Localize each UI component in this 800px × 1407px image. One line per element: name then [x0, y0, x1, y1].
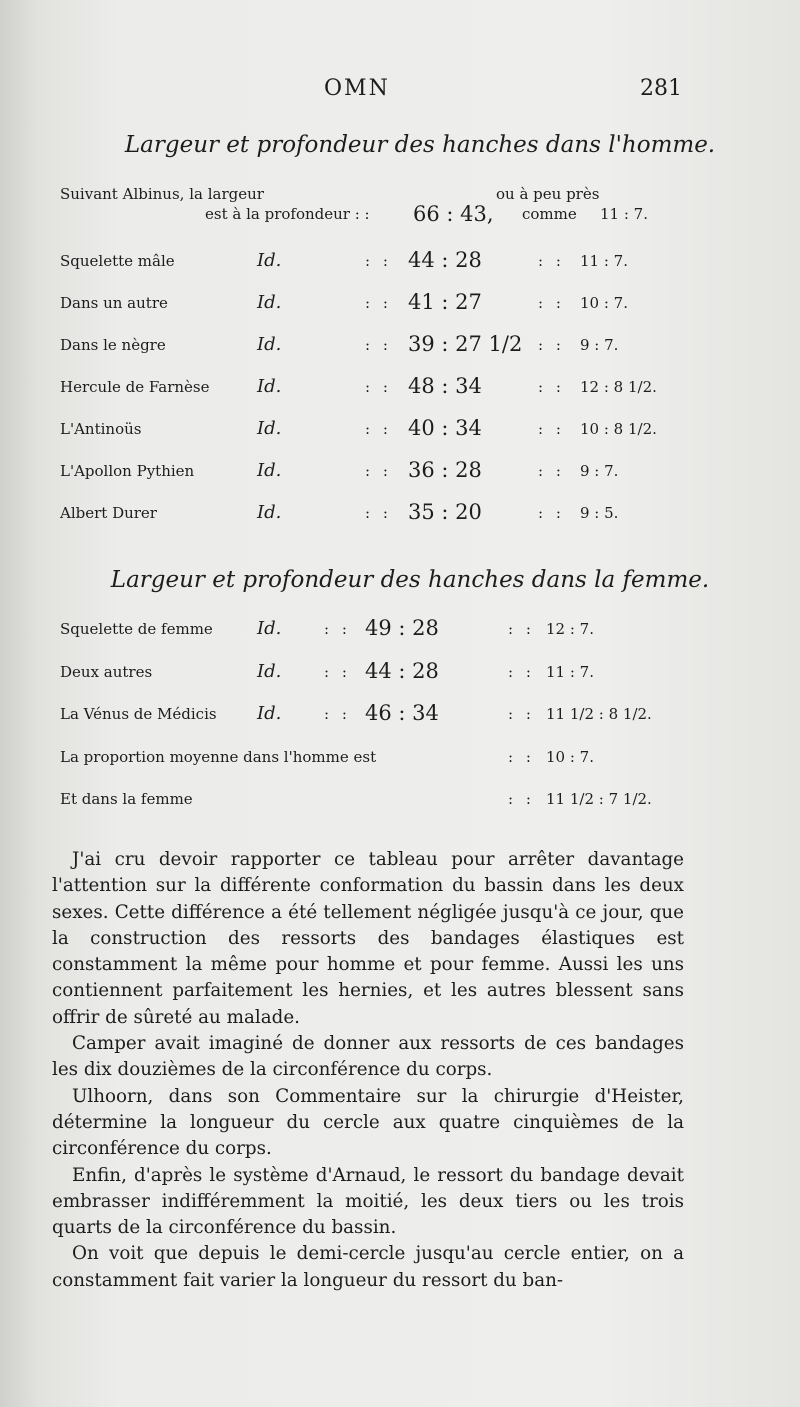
row-name: Deux autres — [60, 662, 153, 681]
running-title: OMN — [324, 76, 390, 101]
table-row — [60, 374, 750, 420]
row-name: Squelette de femme — [60, 620, 213, 638]
table-row — [60, 290, 750, 336]
row-id: Id. — [257, 460, 282, 481]
row-proportion: 11 : 7. — [546, 662, 594, 681]
intro-right-value: 11 : 7. — [600, 205, 648, 223]
page-number: 281 — [640, 76, 682, 101]
paragraph: Enfin, d'après le système d'Arnaud, le ressort du bandage devait embrasser indifféremment la moitié, les deux tiers ou les trois quarts de la circonférence du bassin. — [52, 1164, 684, 1239]
row-sep2: : : — [538, 420, 565, 438]
table-homme — [60, 248, 750, 546]
row-id: Id. — [257, 250, 282, 271]
row-value: 39 : 27 1/2 — [408, 332, 523, 356]
table-row — [60, 500, 750, 546]
albinus-intro — [60, 185, 760, 235]
row-name: Dans un autre — [60, 294, 168, 312]
table-row — [60, 458, 750, 504]
row-id: Id. — [257, 502, 282, 523]
row-proportion: 11 1/2 : 7 1/2. — [546, 790, 652, 808]
row-sep: : : — [365, 462, 392, 480]
row-value: 41 : 27 — [408, 290, 482, 314]
row-sep2: : : — [538, 252, 565, 270]
row-id: Id. — [257, 703, 282, 724]
row-value: 44 : 28 — [408, 248, 482, 272]
row-sep2: : : — [538, 294, 565, 312]
row-sep: : : — [365, 504, 392, 522]
row-value: 44 : 28 — [365, 658, 439, 683]
row-id: Id. — [257, 418, 282, 439]
row-id: Id. — [257, 334, 282, 355]
row-proportion: 10 : 8 1/2. — [580, 420, 657, 438]
row-sep: : : — [365, 252, 392, 270]
row-proportion: 11 : 7. — [580, 252, 628, 270]
row-name: La proportion moyenne dans l'homme est — [60, 747, 377, 766]
table-femme — [60, 616, 750, 833]
body-text — [52, 847, 684, 1294]
row-value: 46 : 34 — [365, 701, 439, 725]
row-proportion: 9 : 5. — [580, 504, 619, 522]
table-row — [60, 748, 750, 791]
table-row — [60, 790, 750, 833]
row-sep2: : : — [508, 790, 535, 808]
row-value: 35 : 20 — [408, 500, 482, 524]
paragraph: Ulhoorn, dans son Commentaire sur la chirurgie d'Heister, détermine la longueur du cercle aux quatre cinquièmes de la circonférence du corps. — [52, 1085, 684, 1160]
table-row — [60, 616, 750, 663]
row-sep: : : — [324, 662, 351, 681]
row-name: L'Antinoüs — [60, 420, 142, 438]
row-sep: : : — [324, 705, 351, 723]
row-sep2: : : — [508, 620, 535, 638]
intro-right-1: ou à peu près — [496, 185, 600, 203]
table-row — [60, 332, 750, 378]
table-row — [60, 416, 750, 462]
row-name: Hercule de Farnèse — [60, 378, 210, 396]
row-proportion: 10 : 7. — [580, 294, 628, 312]
paragraph: J'ai cru devoir rapporter ce tableau pour arrêter davantage l'attention sur la différente conformation du bassin dans les deux sexes. Cette différence a été tellement négligée jusqu'à ce jour, que la construction des ressorts des bandages élastiques est constamment la même pour homme et pour femme. Aussi les uns contiennent parfaitement les hernies, et les autres blessent sans offrir de sûreté au malade. — [52, 849, 684, 1028]
row-sep: : : — [365, 294, 392, 312]
table-row — [60, 658, 750, 706]
row-value: 36 : 28 — [408, 458, 482, 482]
row-sep2: : : — [508, 747, 535, 766]
section-title-homme: Largeur et profondeur des hanches dans l'homme. — [124, 132, 716, 158]
row-value: 49 : 28 — [365, 616, 439, 640]
row-proportion: 12 : 7. — [546, 620, 594, 638]
row-id: Id. — [257, 376, 282, 397]
row-sep2: : : — [538, 504, 565, 522]
row-name: Dans le nègre — [60, 336, 166, 354]
row-value: 48 : 34 — [408, 374, 482, 398]
row-sep2: : : — [538, 378, 565, 396]
row-name: Squelette mâle — [60, 252, 175, 270]
intro-ratio: 66 : 43, — [413, 202, 494, 226]
table-row — [60, 248, 750, 294]
row-id: Id. — [257, 618, 282, 639]
row-sep: : : — [324, 620, 351, 638]
row-proportion: 9 : 7. — [580, 336, 619, 354]
intro-line-1: Suivant Albinus, la largeur — [60, 185, 264, 203]
row-proportion: 9 : 7. — [580, 462, 619, 480]
row-proportion: 10 : 7. — [546, 747, 594, 766]
table-row — [60, 701, 750, 748]
row-name: Albert Durer — [60, 504, 157, 522]
intro-line-2: est à la profondeur : : — [205, 205, 370, 223]
row-sep: : : — [365, 378, 392, 396]
row-id: Id. — [257, 292, 282, 313]
row-proportion: 11 1/2 : 8 1/2. — [546, 705, 652, 723]
row-value: 40 : 34 — [408, 416, 482, 440]
section-title-femme: Largeur et profondeur des hanches dans la femme. — [110, 567, 710, 593]
row-name: Et dans la femme — [60, 790, 193, 808]
row-sep: : : — [365, 336, 392, 354]
row-sep2: : : — [508, 705, 535, 723]
row-sep: : : — [365, 420, 392, 438]
row-name: L'Apollon Pythien — [60, 462, 195, 480]
row-proportion: 12 : 8 1/2. — [580, 378, 657, 396]
paragraph: On voit que depuis le demi-cercle jusqu'au cercle entier, on a constamment fait varier la longueur du ressort du ban- — [52, 1243, 684, 1291]
row-id: Id. — [257, 660, 282, 682]
intro-right-2: comme — [522, 205, 577, 223]
row-sep2: : : — [538, 336, 565, 354]
row-name: La Vénus de Médicis — [60, 705, 217, 723]
row-sep2: : : — [538, 462, 565, 480]
paragraph: Camper avait imaginé de donner aux ressorts de ces bandages les dix douzièmes de la circonférence du corps. — [52, 1033, 684, 1081]
page-header — [0, 76, 800, 106]
row-sep2: : : — [508, 662, 535, 681]
